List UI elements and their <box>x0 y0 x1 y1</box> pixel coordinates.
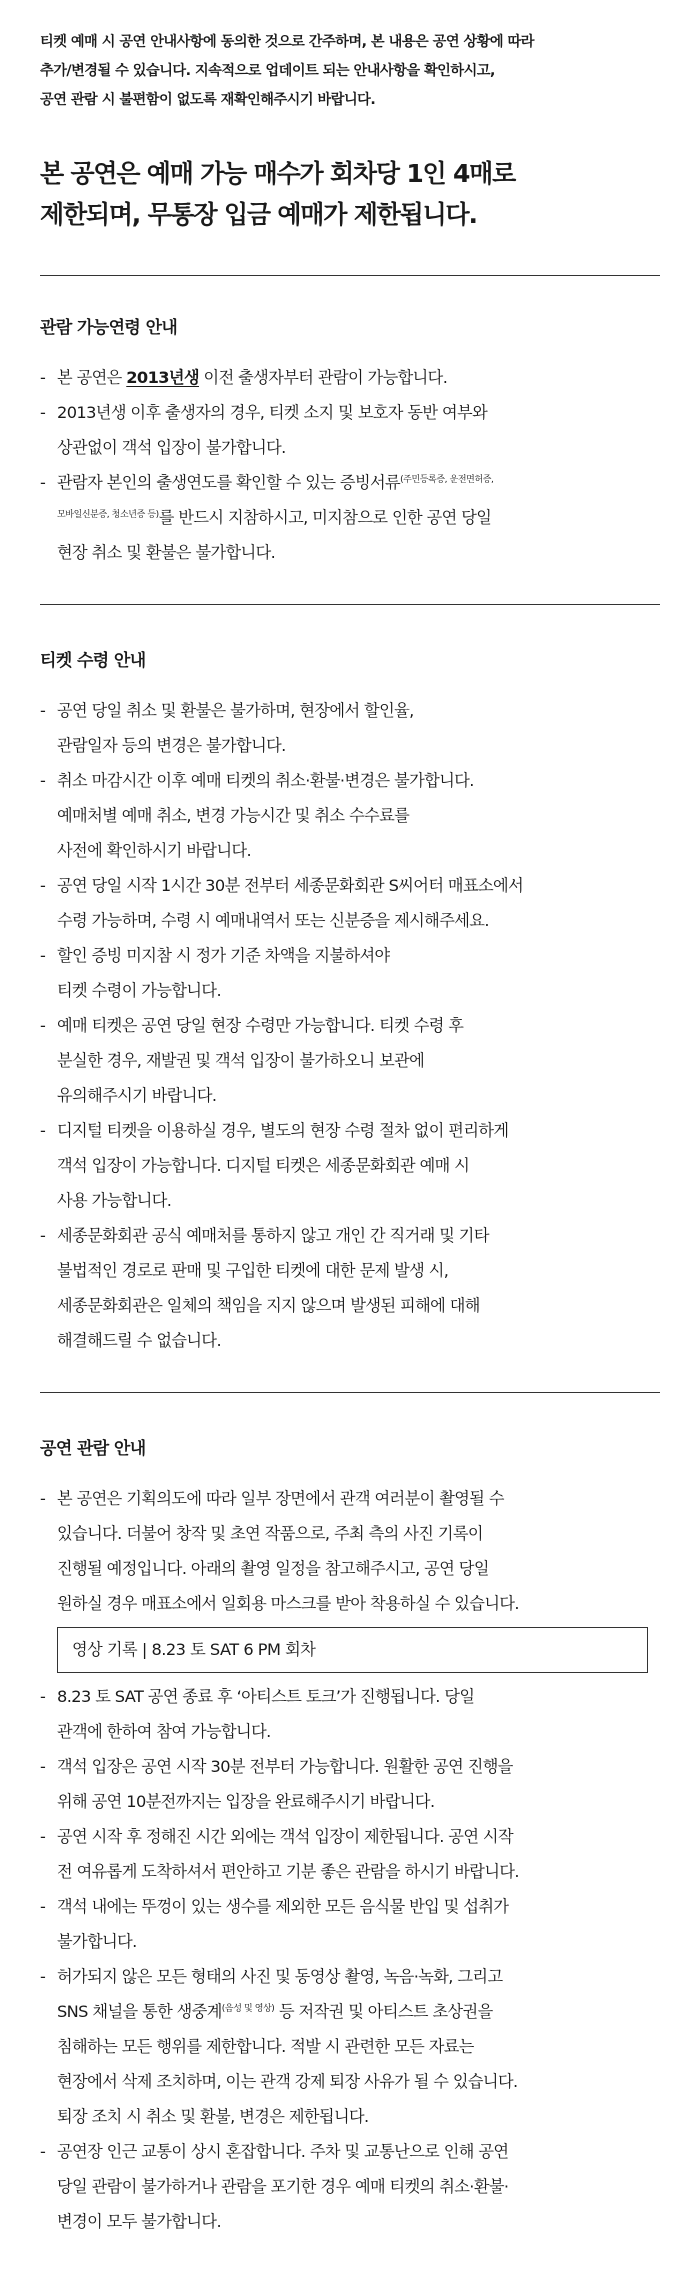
list-item: - 할인 증빙 미지참 시 정가 기준 차액을 지불하셔야 티켓 수령이 가능합니다. <box>40 946 390 1000</box>
viewing-list <box>40 1481 660 1621</box>
intro-line: 추가/변경될 수 있습니다. 지속적으로 업데이트 되는 안내사항을 확인하시고, <box>40 63 495 79</box>
media-note: (음성 및 영상) <box>221 2004 275 2014</box>
list-item: - 8.23 토 SAT 공연 종료 후 ‘아티스트 토크’가 진행됩니다. 당일 관객에 한하여 참여 가능합니다. <box>40 1687 475 1741</box>
section-divider <box>40 604 660 605</box>
intro-line: 공연 관람 시 불편함이 없도록 재확인해주시기 바랍니다. <box>40 92 376 108</box>
headline-line: 본 공연은 예매 가능 매수가 회차당 1인 4매로 <box>40 159 516 188</box>
birth-year-highlight: 2013년생 <box>126 368 199 387</box>
intro-line: 티켓 예매 시 공연 안내사항에 동의한 것으로 간주하며, 본 내용은 공연 상황에 따라 <box>40 34 534 50</box>
headline <box>40 153 660 235</box>
viewing-list-continued <box>40 1679 660 2239</box>
age-list <box>40 360 660 570</box>
section-divider <box>40 1392 660 1393</box>
ticket-section-title: 티켓 수령 안내 <box>40 651 146 671</box>
section-divider <box>40 275 660 276</box>
list-item: - 본 공연은 2013년생 이전 출생자부터 관람이 가능합니다. <box>40 368 448 387</box>
list-item: - 본 공연은 기획의도에 따라 일부 장면에서 관객 여러분이 촬영될 수 있습니다. 더불어 창작 및 초연 작품으로, 주최 측의 사진 기록이 진행될 예정입니다. 아래의 촬영 일정을 참고해주시고, 공연 당일 원하실 경우 매표소에서 일회용 마스크를 받아 착용하실 수 있습니다. <box>40 1489 519 1613</box>
recording-schedule-box: 영상 기록 | 8.23 토 SAT 6 PM 회차 <box>57 1627 648 1673</box>
headline-line: 제한되며, 무통장 입금 예매가 제한됩니다. <box>40 200 477 229</box>
list-item: - 객석 내에는 뚜껑이 있는 생수를 제외한 모든 음식물 반입 및 섭취가 불가합니다. <box>40 1897 509 1951</box>
intro-notice <box>40 28 660 115</box>
list-item: - 공연장 인근 교통이 상시 혼잡합니다. 주차 및 교통난으로 인해 공연 당일 관람이 불가하거나 관람을 포기한 경우 예매 티켓의 취소·환불· 변경이 모두 불가합니다. <box>40 2142 509 2231</box>
age-section-title: 관람 가능연령 안내 <box>40 318 178 338</box>
ticket-list <box>40 693 660 1358</box>
list-item: - 세종문화회관 공식 예매처를 통하지 않고 개인 간 직거래 및 기타 불법적인 경로로 판매 및 구입한 티켓에 대한 문제 발생 시, 세종문화회관은 일체의 책임을 지지 않으며 발생된 피해에 대해 해결해드릴 수 없습니다. <box>40 1226 489 1350</box>
text: 이전 출생자부터 관람이 가능합니다. <box>198 368 448 387</box>
list-item: - 예매 티켓은 공연 당일 현장 수령만 가능합니다. 티켓 수령 후 분실한 경우, 재발권 및 객석 입장이 불가하오니 보관에 유의해주시기 바랍니다. <box>40 1016 464 1105</box>
list-item: - 공연 시작 후 정해진 시간 외에는 객석 입장이 제한됩니다. 공연 시작 전 여유롭게 도착하셔서 편안하고 기분 좋은 관람을 하시기 바랍니다. <box>40 1827 519 1881</box>
list-item: - 관람자 본인의 출생연도를 확인할 수 있는 증빙서류$^{(주민등록증, 운전면허증,}$ $^{모바일신분증, 청소년증 등)}$를 반드시 지참하시고, 미지참으로 인한 공연 당일 현장 취소 및 환불은 불가합니다. <box>40 473 494 562</box>
list-item: - 공연 당일 취소 및 환불은 불가하며, 현장에서 할인율, 관람일자 등의 변경은 불가합니다. <box>40 701 414 755</box>
list-item: - 디지털 티켓을 이용하실 경우, 별도의 현장 수령 절차 없이 편리하게 객석 입장이 가능합니다. 디지털 티켓은 세종문화회관 예매 시 사용 가능합니다. <box>40 1121 509 1210</box>
list-item: - 공연 당일 시작 1시간 30분 전부터 세종문화회관 S씨어터 매표소에서 수령 가능하며, 수령 시 예매내역서 또는 신분증을 제시해주세요. <box>40 876 524 930</box>
list-item: - 허가되지 않은 모든 형태의 사진 및 동영상 촬영, 녹음·녹화, 그리고 SNS 채널을 통한 생중계$^{(음성 및 영상)}$ 등 저작권 및 아티스트 초상권을 침해하는 모든 행위를 제한합니다. 적발 시 관련한 모든 자료는 현장에서 삭제 조치하며, 이는 관객 강제 퇴장 사유가 될 수 있습니다. 퇴장 조치 시 취소 및 환불, 변경은 제한됩니다. <box>40 1967 518 2126</box>
list-item: - 취소 마감시간 이후 예매 티켓의 취소·환불·변경은 불가합니다. 예매처별 예매 취소, 변경 가능시간 및 취소 수수료를 사전에 확인하시기 바랍니다. <box>40 771 474 860</box>
id-note: 모바일신분증, 청소년증 등) <box>57 510 159 520</box>
list-item: - 객석 입장은 공연 시작 30분 전부터 가능합니다. 원활한 공연 진행을 위해 공연 10분전까지는 입장을 완료해주시기 바랍니다. <box>40 1757 513 1811</box>
id-note: (주민등록증, 운전면허증, <box>400 475 494 485</box>
viewing-section-title: 공연 관람 안내 <box>40 1439 146 1459</box>
list-item: - 2013년생 이후 출생자의 경우, 티켓 소지 및 보호자 동반 여부와 상관없이 객석 입장이 불가합니다. <box>40 403 488 457</box>
text: 본 공연은 <box>57 368 127 387</box>
